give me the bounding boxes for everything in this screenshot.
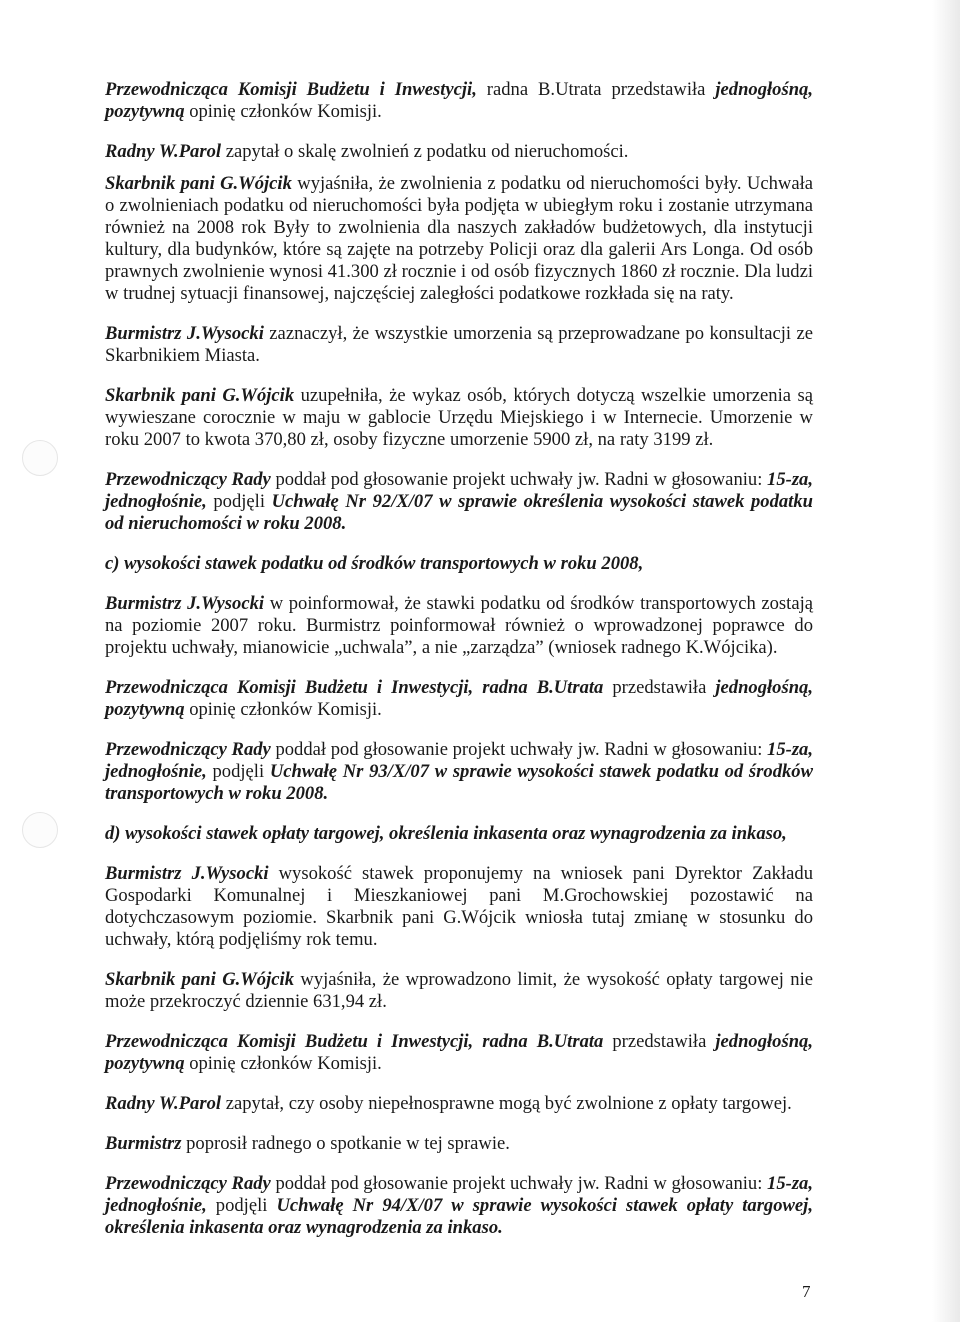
- document-body: [105, 79, 813, 1257]
- emphasized-text: Przewodniczący Rady: [105, 469, 271, 490]
- emphasized-text: Burmistrz: [105, 1133, 182, 1154]
- emphasized-text: 15-za, jednogłośnie,: [105, 739, 813, 782]
- body-text: opinię członków Komisji.: [184, 699, 382, 720]
- paragraph: [105, 1031, 813, 1075]
- emphasized-text: Uchwałę Nr 93/X/07 w sprawie wysokości stawek podatku od środków transportowych w roku 2008.: [105, 761, 813, 804]
- page-number: 7: [802, 1282, 811, 1301]
- paragraph: [105, 593, 813, 659]
- emphasized-text: Burmistrz J.Wysocki: [105, 323, 264, 344]
- emphasized-text: Przewodniczący Rady: [105, 1173, 271, 1194]
- body-text: w poinformował, że stawki podatku od środków transportowych zostają na poziomie 2007 roku. Burmistrz poinformował również o wprowadzonej poprawce do projektu uchwały, mianowicie „uchwala”, a nie „zarządza” (wniosek radnego K.Wójcika).: [105, 593, 813, 658]
- emphasized-text: Burmistrz J.Wysocki: [105, 863, 269, 884]
- emphasized-text: Skarbnik pani G.Wójcik: [105, 173, 292, 194]
- paragraph: [105, 385, 813, 451]
- emphasized-text: c) wysokości stawek podatku od środków transportowych w roku 2008,: [105, 553, 644, 574]
- body-text: opinię członków Komisji.: [184, 101, 382, 122]
- emphasized-text: jednogłośną, pozytywną: [105, 677, 813, 720]
- scan-edge-shadow: [932, 0, 960, 1322]
- paragraph: [105, 173, 813, 305]
- body-text: poddał pod głosowanie projekt uchwały jw. Radni w głosowaniu:: [270, 1173, 768, 1194]
- paragraph: [105, 553, 813, 575]
- body-text: wyjaśniła, że zwolnienia z podatku od nieruchomości były. Uchwała o zwolnieniach podatku od nieruchomości była podjęta w ubiegłym roku i zostanie utrzymana również na 2008 rok Były to zwolnienia dla naszych zakładów budżetowych, dla instytucji kultury, dla budynków, które są zajęte na potrzeby Policji oraz dla galerii Ars Longa. Od osób prawnych zwolnienie wynosi 41.300 zł rocznie i od osób fizycznych 1860 zł rocznie. Dla ludzi w trudnej sytuacji finansowej, najczęściej zaległości podatkowe rozkłada się na raty.: [105, 173, 813, 304]
- body-text: podjęli: [206, 1195, 277, 1216]
- emphasized-text: Przewodniczący Rady: [105, 739, 271, 760]
- body-text: opinię członków Komisji.: [184, 1053, 382, 1074]
- emphasized-text: Przewodnicząca Komisji Budżetu i Inwestycji,: [105, 79, 477, 100]
- body-text: poddał pod głosowanie projekt uchwały jw. Radni w głosowaniu:: [270, 739, 768, 760]
- body-text: uzupełniła, że wykaz osób, których dotyczą wszelkie umorzenia są wywieszane corocznie w maju w gablocie Urzędu Miejskiego i w Internecie. Umorzenie w roku 2007 to kwota 370,80 zł, osoby fizyczne umorzenie 5900 zł, na raty 3199 zł.: [105, 385, 813, 450]
- paragraph: [105, 141, 813, 163]
- emphasized-text: Przewodnicząca Komisji Budżetu i Inwestycji, radna B.Utrata: [105, 677, 604, 698]
- body-text: zapytał o skalę zwolnień z podatku od nieruchomości.: [221, 141, 629, 162]
- paragraph: [105, 1173, 813, 1239]
- body-text: wysokość stawek proponujemy na wniosek pani Dyrektor Zakładu Gospodarki Komunalnej i Mieszkaniowej pani M.Grochowskiej pozostawić na dotychczasowym poziomie. Skarbnik pani G.Wójcik wniosła tutaj zmianę w stosunku do uchwały, którą podjęliśmy rok temu.: [105, 863, 813, 950]
- body-text: poprosił radnego o spotkanie w tej sprawie.: [181, 1133, 510, 1154]
- body-text: przedstawiła: [603, 677, 716, 698]
- emphasized-text: jednogłośną, pozytywną: [105, 1031, 813, 1074]
- punch-hole: [22, 812, 58, 848]
- emphasized-text: 15-za, jednogłośnie,: [105, 469, 813, 512]
- paragraph: [105, 677, 813, 721]
- body-text: wyjaśniła, że wprowadzono limit, że wysokość opłaty targowej nie może przekroczyć dziennie 631,94 zł.: [105, 969, 813, 1012]
- emphasized-text: Uchwałę Nr 92/X/07 w sprawie określenia wysokości stawek podatku od nieruchomości w roku 2008.: [105, 491, 813, 534]
- emphasized-text: d) wysokości stawek opłaty targowej, określenia inkasenta oraz wynagrodzenia za inkaso,: [105, 823, 787, 844]
- emphasized-text: jednogłośną, pozytywną: [105, 79, 813, 122]
- emphasized-text: Radny W.Parol: [105, 1093, 222, 1114]
- body-text: podjęli: [206, 761, 270, 782]
- emphasized-text: 15-za, jednogłośnie,: [105, 1173, 813, 1216]
- body-text: zapytał, czy osoby niepełnosprawne mogą być zwolnione z opłaty targowej.: [221, 1093, 792, 1114]
- paragraph: [105, 1133, 813, 1155]
- paragraph: [105, 79, 813, 123]
- emphasized-text: Skarbnik pani G.Wójcik: [105, 385, 295, 406]
- emphasized-text: Burmistrz J.Wysocki: [105, 593, 265, 614]
- emphasized-text: Uchwałę Nr 94/X/07 w sprawie wysokości stawek opłaty targowej, określenia inkasenta oraz wynagrodzenia za inkaso.: [105, 1195, 813, 1238]
- body-text: poddał pod głosowanie projekt uchwały jw. Radni w głosowaniu:: [270, 469, 768, 490]
- body-text: radna B.Utrata przedstawiła: [476, 79, 716, 100]
- paragraph: [105, 739, 813, 805]
- body-text: podjęli: [206, 491, 272, 512]
- emphasized-text: Przewodnicząca Komisji Budżetu i Inwestycji, radna B.Utrata: [105, 1031, 604, 1052]
- body-text: przedstawiła: [603, 1031, 716, 1052]
- body-text: zaznaczył, że wszystkie umorzenia są przeprowadzane po konsultacji ze Skarbnikiem Miasta.: [105, 323, 813, 366]
- paragraph: [105, 469, 813, 535]
- punch-hole: [22, 440, 58, 476]
- paragraph: [105, 1093, 813, 1115]
- emphasized-text: Skarbnik pani G.Wójcik: [105, 969, 294, 990]
- paragraph: [105, 863, 813, 951]
- emphasized-text: Radny W.Parol: [105, 141, 222, 162]
- paragraph: [105, 969, 813, 1013]
- paragraph: [105, 823, 813, 845]
- paragraph: [105, 323, 813, 367]
